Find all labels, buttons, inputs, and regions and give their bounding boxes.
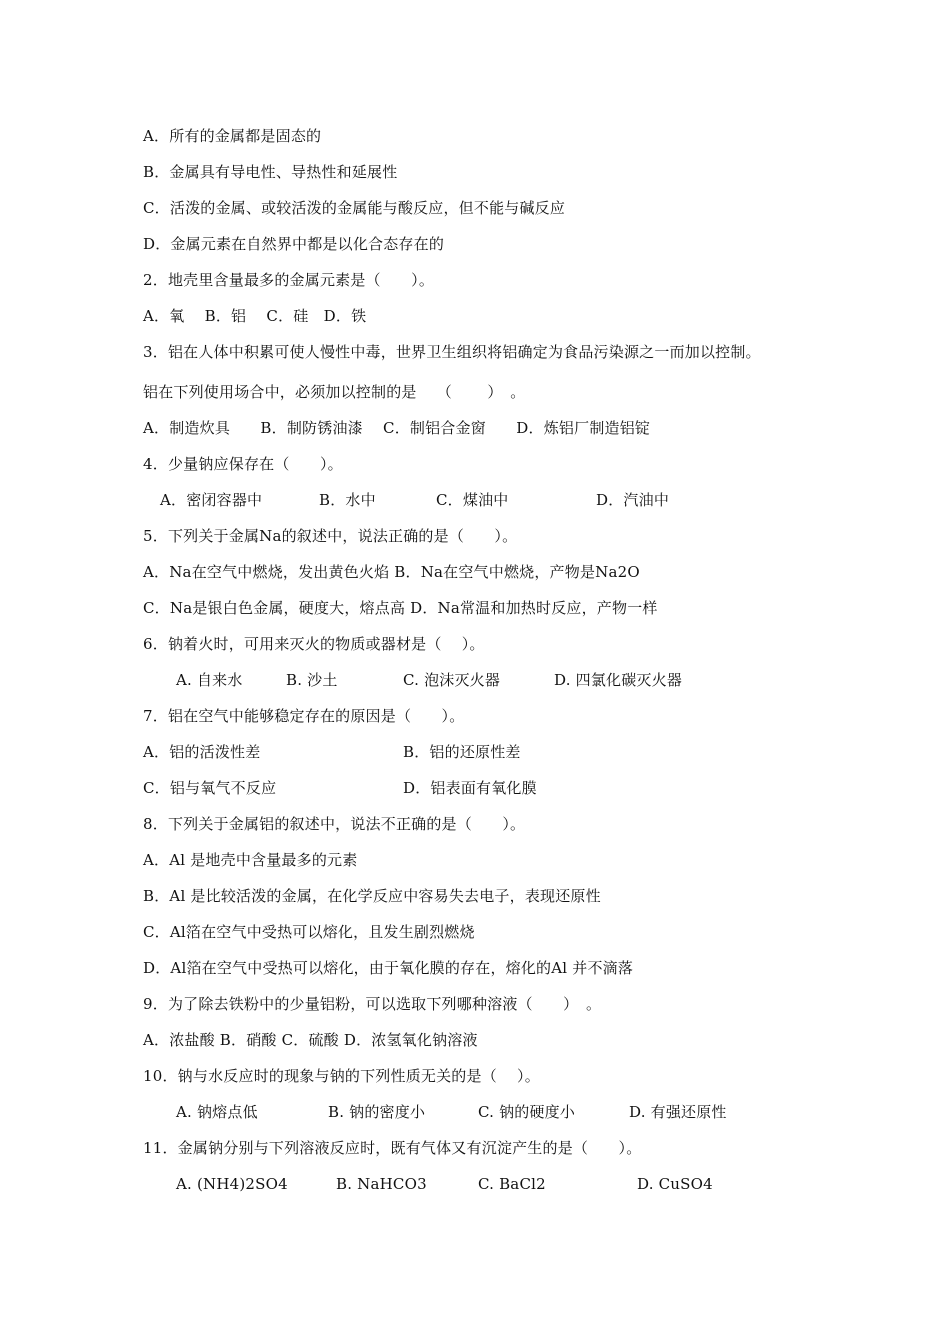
q9-options: A．浓盐酸 B．硝酸 C．硫酸 D．浓氢氧化钠溶液 [143,1031,478,1049]
q7-options-ab [0,741,950,763]
q6-option-d: D. 四氯化碳灭火器 [554,671,683,689]
q8-stem: 8．下列关于金属铝的叙述中，说法不正确的是（ ）。 [143,815,526,833]
q9-stem: 9．为了除去铁粉中的少量铝粉，可以选取下列哪种溶液（ ） 。 [143,995,602,1013]
q1-option-d: D．金属元素在自然界中都是以化合态存在的 [143,235,445,253]
q2-stem: 2．地壳里含量最多的金属元素是（ ）。 [143,271,435,289]
q6-option-c: C. 泡沫灭火器 [403,671,501,689]
q11-option-d: D. CuSO4 [637,1175,713,1193]
q1-option-c: C．活泼的金属、或较活泼的金属能与酸反应，但不能与碱反应 [143,199,566,217]
q11-stem: 11．金属钠分别与下列溶液反应时，既有气体又有沉淀产生的是（ ）。 [143,1139,642,1157]
q7-stem: 7．铝在空气中能够稳定存在的原因是（ ）。 [143,707,465,725]
q3-stem-line2: 铝在下列使用场合中，必须加以控制的是 （ ） 。 [143,383,526,401]
q11-option-c: C. BaCl2 [478,1175,546,1193]
q4-stem: 4．少量钠应保存在（ ）。 [143,455,343,473]
q3-options: A．制造炊具 B．制防锈油漆 C．制铝合金窗 D．炼铝厂制造铝锭 [143,419,651,437]
q10-option-c: C. 钠的硬度小 [478,1103,576,1121]
q6-stem: 6．钠着火时，可用来灭火的物质或器材是（ ）。 [143,635,485,653]
q10-option-d: D. 有强还原性 [629,1103,727,1121]
q7-option-d: D．铝表面有氧化膜 [403,779,537,797]
q1-option-a: A．所有的金属都是固态的 [143,127,322,145]
q8-option-c: C．Al箔在空气中受热可以熔化，且发生剧烈燃烧 [143,923,475,941]
q7-option-a: A．铝的活泼性差 [143,743,261,761]
q4-option-b: B．水中 [319,491,376,509]
q10-option-b: B. 钠的密度小 [328,1103,426,1121]
q1-option-b: B．金属具有导电性、导热性和延展性 [143,163,398,181]
q2-options: A．氧 B．铝 C．硅 D．铁 [143,307,367,325]
q5-options-ab: A．Na在空气中燃烧，发出黄色火焰 B．Na在空气中燃烧，产物是Na2O [143,563,640,581]
q11-options [0,1173,950,1195]
q7-options-cd [0,777,950,799]
q7-option-c: C．铝与氧气不反应 [143,779,277,797]
q8-option-a: A．Al 是地壳中含量最多的元素 [143,851,358,869]
q4-option-a: A．密闭容器中 [160,491,263,509]
q4-options [0,489,950,511]
q3-stem-line1: 3．铝在人体中积累可使人慢性中毒，世界卫生组织将铝确定为食品污染源之一而加以控制。 [143,343,761,361]
q11-option-a: A. (NH4)2SO4 [176,1175,288,1193]
q4-option-c: C．煤油中 [436,491,509,509]
q10-stem: 10．钠与水反应时的现象与钠的下列性质无关的是（ ）。 [143,1067,540,1085]
q5-stem: 5．下列关于金属Na的叙述中，说法正确的是（ ）。 [143,527,518,545]
q7-option-b: B．铝的还原性差 [403,743,521,761]
q10-options [0,1101,950,1123]
q8-option-d: D．Al箔在空气中受热可以熔化，由于氧化膜的存在，熔化的Al 并不滴落 [143,959,634,977]
q5-options-cd: C．Na是银白色金属，硬度大，熔点高 D．Na常温和加热时反应，产物一样 [143,599,658,617]
q6-option-a: A. 自来水 [176,671,243,689]
q11-option-b: B. NaHCO3 [336,1175,427,1193]
q6-option-b: B. 沙土 [286,671,338,689]
q6-options [0,669,950,691]
q8-option-b: B．Al 是比较活泼的金属，在化学反应中容易失去电子，表现还原性 [143,887,601,905]
q10-option-a: A. 钠熔点低 [176,1103,258,1121]
q4-option-d: D．汽油中 [596,491,670,509]
